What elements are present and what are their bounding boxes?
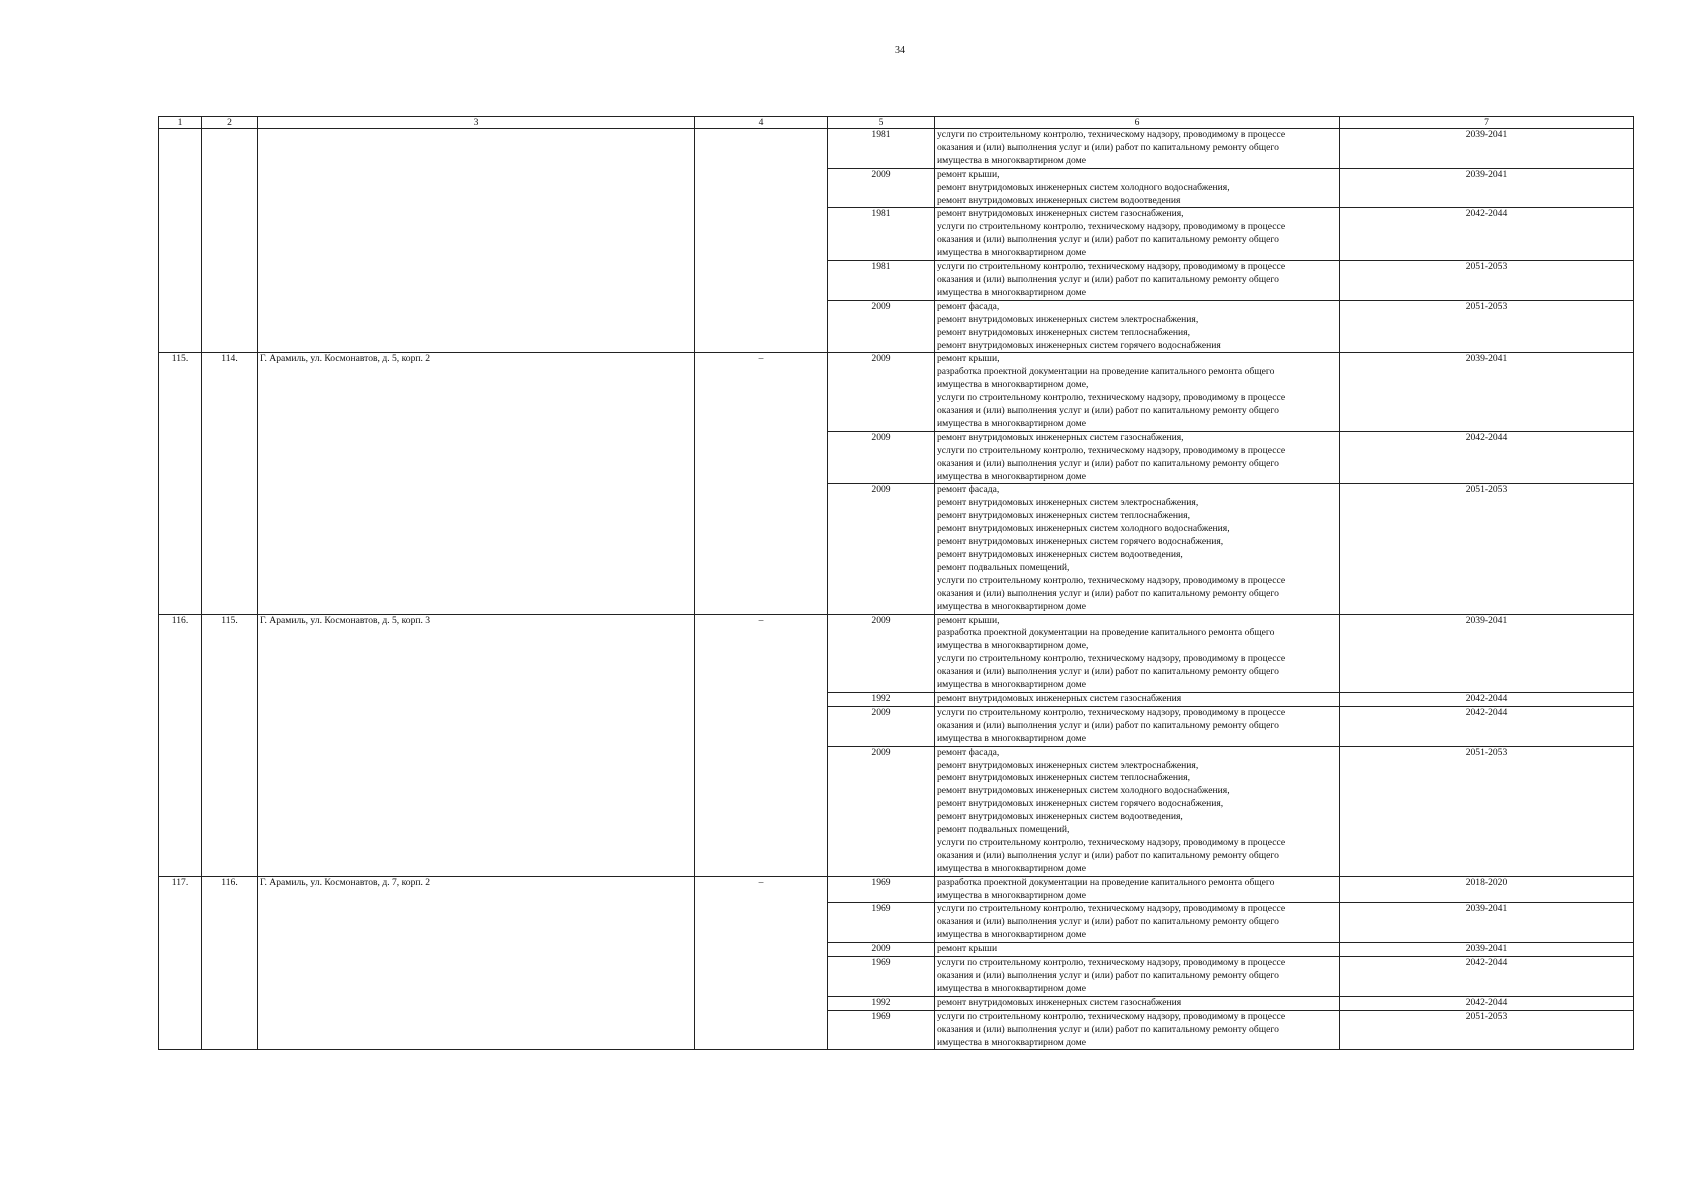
- period-cell: 2042-2044: [1340, 996, 1634, 1010]
- work-line: услуги по строительному контролю, техническому надзору, проводимому в процессе: [937, 444, 1286, 456]
- work-line: ремонт фасада,: [937, 300, 1000, 312]
- work-line: имущества в многоквартирном доме: [937, 929, 1086, 941]
- works-cell: [935, 706, 1340, 746]
- period-cell: 2039-2041: [1340, 168, 1634, 208]
- work-line: ремонт внутридомовых инженерных систем холодного водоснабжения,: [937, 523, 1230, 535]
- year-cell: 1969: [828, 957, 935, 997]
- work-line: услуги по строительному контролю, техническому надзору, проводимому в процессе: [937, 836, 1286, 848]
- work-line: ремонт внутридомовых инженерных систем водоотведения,: [937, 811, 1183, 823]
- work-line: имущества в многоквартирном доме: [937, 600, 1086, 612]
- work-line: оказания и (или) выполнения услуг и (или) работ по капитальному ремонту общего: [937, 457, 1279, 469]
- work-line: ремонт внутридомовых инженерных систем холодного водоснабжения,: [937, 785, 1230, 797]
- work-line: оказания и (или) выполнения услуг и (или) работ по капитальному ремонту общего: [937, 916, 1279, 928]
- work-line: ремонт внутридомовых инженерных систем газоснабжения,: [937, 208, 1184, 220]
- work-line: разработка проектной документации на проведение капитального ремонта общего: [937, 627, 1275, 639]
- work-line: ремонт подвальных помещений,: [937, 561, 1070, 573]
- works-cell: [935, 957, 1340, 997]
- row-number: 115.: [159, 353, 202, 614]
- work-line: оказания и (или) выполнения услуг и (или) работ по капитальному ремонту общего: [937, 970, 1279, 981]
- work-line: ремонт внутридомовых инженерных систем водоотведения,: [937, 549, 1183, 560]
- works-cell: [935, 692, 1340, 706]
- work-line: ремонт крыши,: [937, 168, 1000, 180]
- work-line: ремонт внутридомовых инженерных систем теплоснабжения,: [937, 772, 1190, 784]
- year-cell: 1969: [828, 876, 935, 903]
- year-cell: 2009: [828, 431, 935, 484]
- col4-cell: –: [695, 614, 828, 876]
- column-number-row: [159, 117, 1634, 129]
- works-cell: [935, 484, 1340, 614]
- table-row: [159, 876, 1634, 903]
- work-line: ремонт внутридомовых инженерных систем горячего водоснабжения: [937, 339, 1221, 351]
- work-line: ремонт внутридомовых инженерных систем электроснабжения,: [937, 497, 1199, 509]
- work-line: ремонт крыши,: [937, 614, 1000, 626]
- work-line: ремонт внутридомовых инженерных систем газоснабжения: [937, 996, 1182, 1008]
- period-cell: 2042-2044: [1340, 706, 1634, 746]
- work-line: услуги по строительному контролю, техническому надзору, проводимому в процессе: [937, 574, 1286, 586]
- address-cell: Г. Арамиль, ул. Космонавтов, д. 7, корп. 2: [258, 876, 695, 1050]
- row-number: 116.: [159, 614, 202, 876]
- column-header: 4: [695, 117, 828, 129]
- col4-cell: [695, 129, 828, 353]
- work-line: ремонт внутридомовых инженерных систем электроснабжения,: [937, 313, 1199, 325]
- work-line: услуги по строительному контролю, техническому надзору, проводимому в процессе: [937, 129, 1286, 140]
- address-cell: Г. Арамиль, ул. Космонавтов, д. 5, корп. 3: [258, 614, 695, 876]
- work-line: ремонт внутридомовых инженерных систем горячего водоснабжения,: [937, 536, 1224, 548]
- works-cell: [935, 129, 1340, 169]
- period-cell: 2042-2044: [1340, 692, 1634, 706]
- works-cell: [935, 168, 1340, 208]
- column-header: 6: [935, 117, 1340, 129]
- column-header: 7: [1340, 117, 1634, 129]
- work-line: оказания и (или) выполнения услуг и (или) работ по капитальному ремонту общего: [937, 666, 1279, 678]
- year-cell: 2009: [828, 353, 935, 431]
- works-cell: [935, 903, 1340, 943]
- work-line: услуги по строительному контролю, техническому надзору, проводимому в процессе: [937, 392, 1286, 404]
- work-line: услуги по строительному контролю, техническому надзору, проводимому в процессе: [937, 903, 1286, 915]
- works-cell: [935, 996, 1340, 1010]
- works-cell: [935, 876, 1340, 903]
- num-cell: [159, 129, 202, 353]
- sub-num-cell: [202, 129, 258, 353]
- period-cell: 2018-2020: [1340, 876, 1634, 903]
- work-line: оказания и (или) выполнения услуг и (или) работ по капитальному ремонту общего: [937, 719, 1279, 731]
- column-header: 5: [828, 117, 935, 129]
- col4-cell: –: [695, 876, 828, 1050]
- period-cell: 2042-2044: [1340, 431, 1634, 484]
- works-cell: [935, 208, 1340, 261]
- period-cell: 2051-2053: [1340, 300, 1634, 353]
- page-number: 34: [895, 45, 905, 56]
- work-line: оказания и (или) выполнения услуг и (или) работ по капитальному ремонту общего: [937, 234, 1279, 246]
- table-row: [159, 353, 1634, 431]
- column-header: 1: [159, 117, 202, 129]
- work-line: ремонт внутридомовых инженерных систем газоснабжения: [937, 692, 1182, 704]
- row-number: 117.: [159, 876, 202, 1050]
- period-cell: 2042-2044: [1340, 208, 1634, 261]
- period-cell: 2051-2053: [1340, 261, 1634, 301]
- address-cell: [258, 129, 695, 353]
- year-cell: 2009: [828, 168, 935, 208]
- year-cell: 1969: [828, 903, 935, 943]
- year-cell: 2009: [828, 300, 935, 353]
- year-cell: 2009: [828, 484, 935, 614]
- period-cell: 2051-2053: [1340, 1010, 1634, 1050]
- row-sub-number: 116.: [202, 876, 258, 1050]
- column-header: 2: [202, 117, 258, 129]
- work-line: ремонт внутридомовых инженерных систем водоотведения: [937, 194, 1181, 206]
- work-line: оказания и (или) выполнения услуг и (или) работ по капитальному ремонту общего: [937, 1023, 1279, 1035]
- repair-plan-table: [158, 116, 1634, 1050]
- work-line: ремонт внутридомовых инженерных систем газоснабжения,: [937, 431, 1184, 443]
- work-line: услуги по строительному контролю, техническому надзору, проводимому в процессе: [937, 957, 1286, 969]
- work-line: имущества в многоквартирном доме: [937, 862, 1086, 874]
- period-cell: 2039-2041: [1340, 353, 1634, 431]
- year-cell: 1969: [828, 1010, 935, 1050]
- work-line: ремонт внутридомовых инженерных систем теплоснабжения,: [937, 510, 1190, 522]
- work-line: оказания и (или) выполнения услуг и (или) работ по капитальному ремонту общего: [937, 273, 1279, 285]
- work-line: имущества в многоквартирном доме: [937, 286, 1086, 298]
- works-cell: [935, 353, 1340, 431]
- work-line: разработка проектной документации на проведение капитального ремонта общего: [937, 876, 1275, 888]
- year-cell: 1981: [828, 129, 935, 169]
- works-cell: [935, 943, 1340, 957]
- year-cell: 1992: [828, 692, 935, 706]
- works-cell: [935, 431, 1340, 484]
- period-cell: 2039-2041: [1340, 903, 1634, 943]
- work-line: имущества в многоквартирном доме: [937, 1036, 1086, 1048]
- column-header: 3: [258, 117, 695, 129]
- works-cell: [935, 614, 1340, 692]
- works-cell: [935, 1010, 1340, 1050]
- row-sub-number: 115.: [202, 614, 258, 876]
- work-line: оказания и (или) выполнения услуг и (или) работ по капитальному ремонту общего: [937, 849, 1279, 861]
- col4-cell: –: [695, 353, 828, 614]
- year-cell: 2009: [828, 943, 935, 957]
- period-cell: 2039-2041: [1340, 943, 1634, 957]
- work-line: ремонт внутридомовых инженерных систем теплоснабжения,: [937, 326, 1190, 338]
- work-line: оказания и (или) выполнения услуг и (или) работ по капитальному ремонту общего: [937, 587, 1279, 599]
- work-line: оказания и (или) выполнения услуг и (или) работ по капитальному ремонту общего: [937, 141, 1279, 153]
- work-line: услуги по строительному контролю, техническому надзору, проводимому в процессе: [937, 261, 1286, 273]
- work-line: имущества в многоквартирном доме: [937, 154, 1086, 166]
- work-line: разработка проектной документации на проведение капитального ремонта общего: [937, 366, 1275, 378]
- work-line: имущества в многоквартирном доме: [937, 470, 1086, 482]
- work-line: имущества в многоквартирном доме: [937, 889, 1086, 901]
- work-line: услуги по строительному контролю, техническому надзору, проводимому в процессе: [937, 653, 1286, 665]
- work-line: ремонт крыши: [937, 943, 998, 955]
- work-line: ремонт подвальных помещений,: [937, 824, 1070, 836]
- works-cell: [935, 746, 1340, 876]
- work-line: имущества в многоквартирном доме,: [937, 379, 1089, 391]
- work-line: оказания и (или) выполнения услуг и (или) работ по капитальному ремонту общего: [937, 405, 1279, 417]
- work-line: ремонт внутридомовых инженерных систем электроснабжения,: [937, 759, 1199, 771]
- work-line: имущества в многоквартирном доме: [937, 982, 1086, 994]
- row-sub-number: 114.: [202, 353, 258, 614]
- work-line: ремонт фасада,: [937, 746, 1000, 758]
- works-cell: [935, 261, 1340, 301]
- work-line: ремонт крыши,: [937, 353, 1000, 365]
- work-line: имущества в многоквартирном доме: [937, 247, 1086, 259]
- year-cell: 1981: [828, 261, 935, 301]
- work-line: ремонт внутридомовых инженерных систем горячего водоснабжения,: [937, 798, 1224, 810]
- period-cell: 2039-2041: [1340, 614, 1634, 692]
- work-line: имущества в многоквартирном доме,: [937, 640, 1089, 652]
- work-line: ремонт фасада,: [937, 484, 1000, 496]
- work-line: имущества в многоквартирном доме: [937, 679, 1086, 691]
- work-line: имущества в многоквартирном доме: [937, 732, 1086, 744]
- table-row: [159, 614, 1634, 692]
- work-line: услуги по строительному контролю, техническому надзору, проводимому в процессе: [937, 706, 1286, 718]
- address-cell: Г. Арамиль, ул. Космонавтов, д. 5, корп. 2: [258, 353, 695, 614]
- work-line: услуги по строительному контролю, техническому надзору, проводимому в процессе: [937, 221, 1286, 233]
- period-cell: 2051-2053: [1340, 746, 1634, 876]
- work-line: услуги по строительному контролю, техническому надзору, проводимому в процессе: [937, 1010, 1286, 1022]
- works-cell: [935, 300, 1340, 353]
- year-cell: 2009: [828, 706, 935, 746]
- year-cell: 1981: [828, 208, 935, 261]
- work-line: имущества в многоквартирном доме: [937, 417, 1086, 429]
- year-cell: 2009: [828, 746, 935, 876]
- period-cell: 2039-2041: [1340, 129, 1634, 169]
- period-cell: 2051-2053: [1340, 484, 1634, 614]
- period-cell: 2042-2044: [1340, 957, 1634, 997]
- year-cell: 1992: [828, 996, 935, 1010]
- work-line: ремонт внутридомовых инженерных систем холодного водоснабжения,: [937, 181, 1230, 193]
- year-cell: 2009: [828, 614, 935, 692]
- table-row: [159, 129, 1634, 169]
